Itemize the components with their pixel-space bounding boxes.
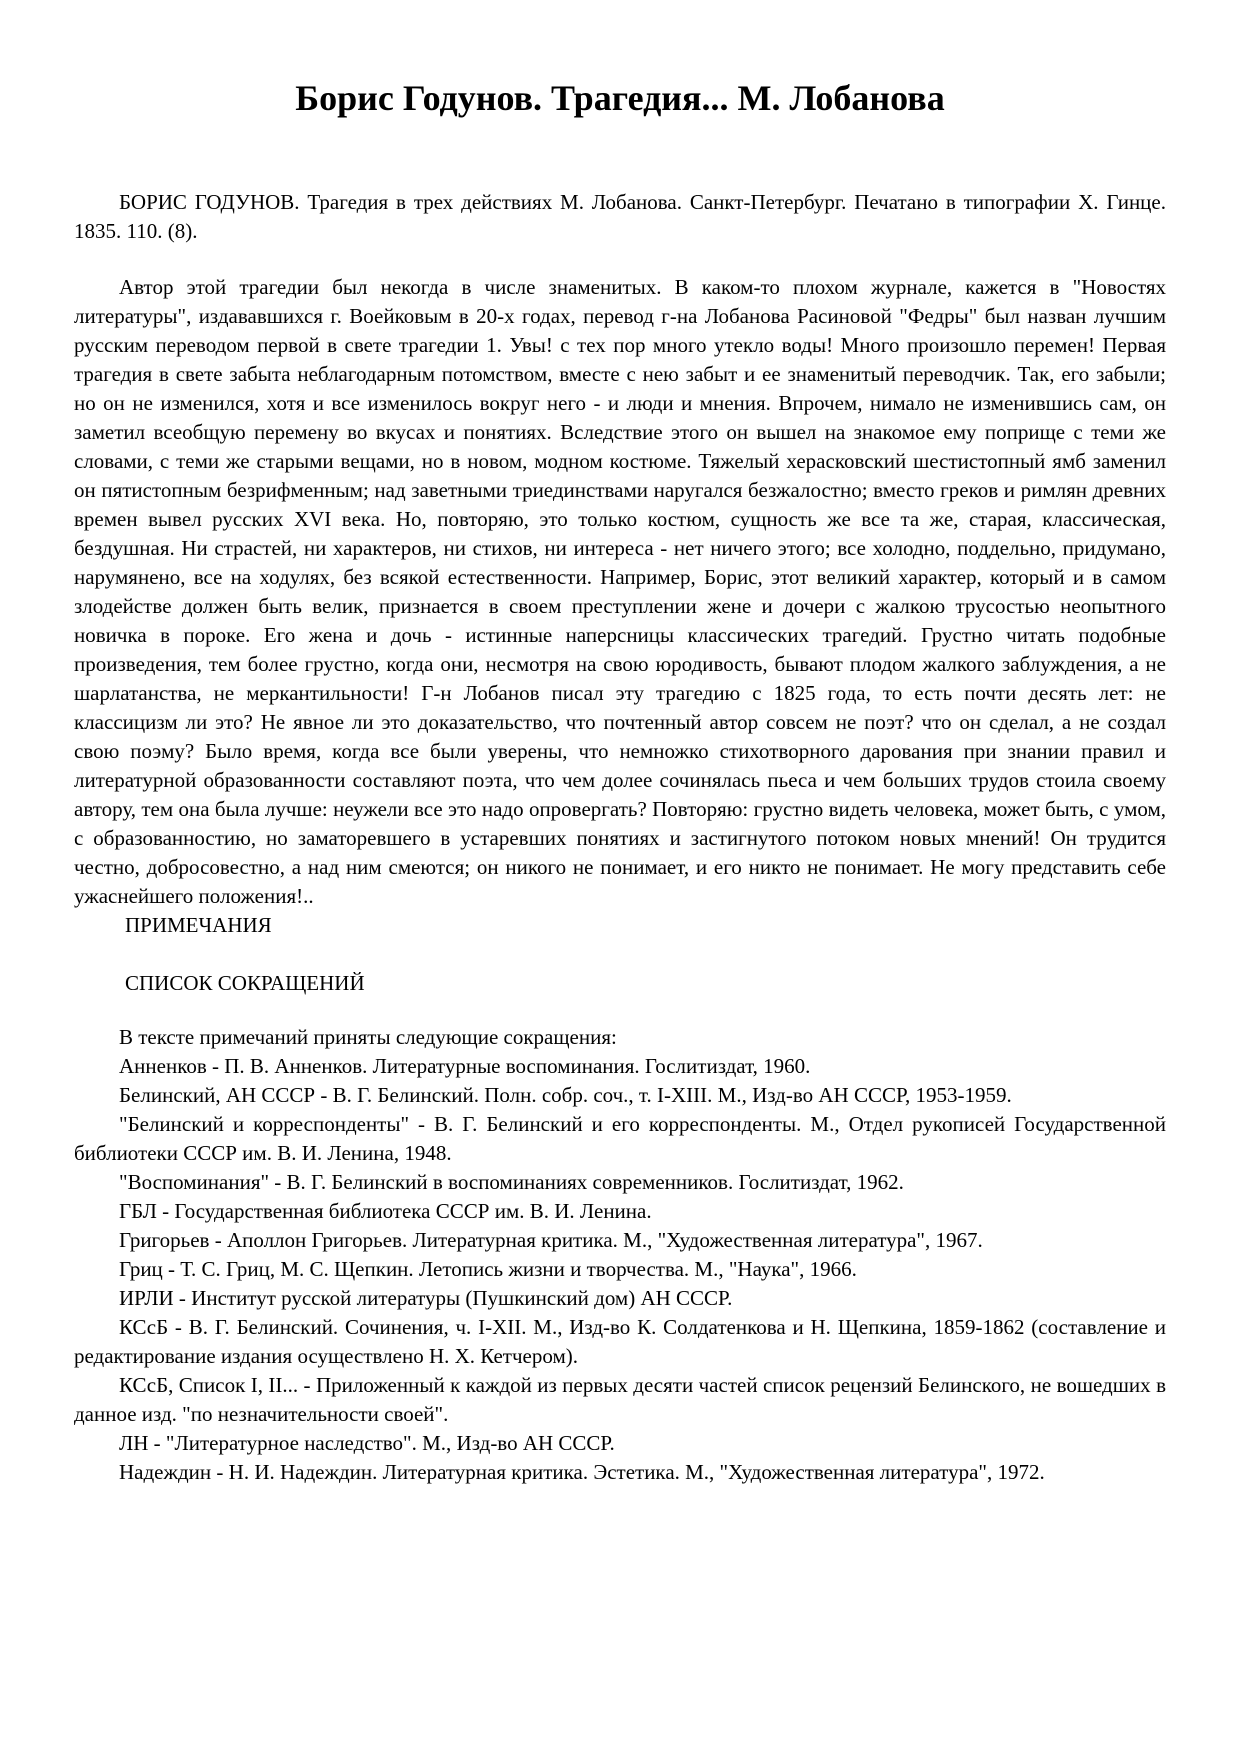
abbreviation-entry: ЛН - "Литературное наследство". М., Изд-во АН СССР. <box>119 1431 615 1455</box>
abbreviation-entry: Белинский, АН СССР - В. Г. Белинский. Полн. собр. соч., т. I-XIII. М., Изд-во АН СССР, 1953-1959. <box>119 1083 1012 1107</box>
review-text: Автор этой трагедии был некогда в числе знаменитых. В каком-то плохом журнале, кажется в "Новостях литературы", издававшихся г. Воейковым в 20-х годах, перевод г-на Лобанова Расиновой "Федры" был назван лучшим русским переводом первой в свете трагедии 1. Увы! с тех пор много утекло воды! Много произошло перемен! Первая трагедия в свете забыта неблагодарным потомством, вместе с нею забыт и ее знаменитый переводчик. Так, его забыли; но он не изменился, хотя и все изменилось вокруг него - и люди и мнения. Впрочем, нимало не изменившись сам, он заметил всеобщую перемену во вкусах и понятиях. Вследствие этого он вышел на знакомое ему поприще с теми же словами, с теми же старыми вещами, но в новом, модном костюме. Тяжелый херасковский шестистопный ямб заменил он пятистопным безрифменным; над заветными триединствами наругался безжалостно; вместо греков и римлян древних времен вывел русских XVI века. Но, повторяю, это только костюм, сущность же все та же, старая, классическая, бездушная. Ни страстей, ни характеров, ни стихов, ни интереса - нет ничего этого; все холодно, поддельно, придумано, нарумянено, все на ходулях, без всякой естественности. Например, Борис, этот великий характер, который и в самом злодействе должен быть велик, признается в своем преступлении жене и дочери с жалкою трусостью неопытного новичка в пороке. Его жена и дочь - истинные наперсницы классических трагедий. Грустно читать подобные произведения, тем более грустно, когда они, несмотря на свою юродивость, бывают плодом жалкого заблуждения, а не шарлатанства, не меркантильности! Г-н Лобанов писал эту трагедию с 1825 года, то есть почти десять лет: не классицизм ли это? Не явное ли это доказательство, что почтенный автор совсем не поэт? что он сделал, а не создал свою поэму? Было время, когда все были уверены, что немножко стихотворного дарования при знании правил и литературной образованности составляют поэта, что чем долее сочинялась пьеса и чем больших трудов стоила своему автору, тем она была лучше: неужели все это надо опровергать? Повторяю: грустно видеть человека, может быть, с умом, с образованностию, но заматоревшего в устаревших понятиях и застигнутого потоком новых мнений! Он трудится честно, добросовестно, а над ним смеются; он никого не понимает, и его никто не понимает. Не могу представить себе ужаснейшего положения!.. <box>74 275 1166 908</box>
spacer <box>74 940 1166 969</box>
notes-heading: ПРИМЕЧАНИЯ <box>125 913 272 937</box>
abbreviation-entry: КСсБ, Список I, II... - Приложенный к каждой из первых десяти частей список рецензий Белинского, не вошедших в данное изд. "по незначительности своей". <box>74 1373 1166 1426</box>
abbreviation-entry: Анненков - П. В. Анненков. Литературные воспоминания. Гослитиздат, 1960. <box>119 1054 811 1078</box>
abbreviations-heading: СПИСОК СОКРАЩЕНИЙ <box>125 971 365 995</box>
abbreviations-intro: В тексте примечаний приняты следующие сокращения: <box>119 1025 617 1049</box>
bibliographic-intro: БОРИС ГОДУНОВ. Трагедия в трех действиях М. Лобанова. Санкт-Петербург. Печатано в типографии Х. Гинце. 1835. 110. (8). <box>74 190 1166 243</box>
spacer <box>74 246 1166 273</box>
page-title: Борис Годунов. Трагедия... М. Лобанова <box>295 78 945 118</box>
abbreviation-entry: Надеждин - Н. И. Надеждин. Литературная критика. Эстетика. М., "Художественная литература", 1972. <box>119 1460 1045 1484</box>
abbreviation-entry: Григорьев - Аполлон Григорьев. Литературная критика. М., "Художественная литература", 1967. <box>119 1228 983 1252</box>
abbreviation-entry: ИРЛИ - Институт русской литературы (Пушкинский дом) АН СССР. <box>119 1286 733 1310</box>
abbreviations-list <box>74 1023 1166 1487</box>
abbreviation-entry: "Воспоминания" - В. Г. Белинский в воспоминаниях современников. Гослитиздат, 1962. <box>119 1170 904 1194</box>
abbreviation-entry: КСсБ - В. Г. Белинский. Сочинения, ч. I-XII. М., Изд-во К. Солдатенкова и Н. Щепкина, 1859-1862 (составление и редактирование издания осуществлено Н. Х. Кетчером). <box>74 1315 1166 1368</box>
abbreviation-entry: "Белинский и корреспонденты" - В. Г. Белинский и его корреспонденты. М., Отдел рукописей Государственной библиотеки СССР им. В. И. Ленина, 1948. <box>74 1112 1166 1165</box>
abbreviation-entry: ГБЛ - Государственная библиотека СССР им. В. И. Ленина. <box>119 1199 652 1223</box>
abbreviation-entry: Гриц - Т. С. Гриц, М. С. Щепкин. Летопись жизни и творчества. М., "Наука", 1966. <box>119 1257 857 1281</box>
